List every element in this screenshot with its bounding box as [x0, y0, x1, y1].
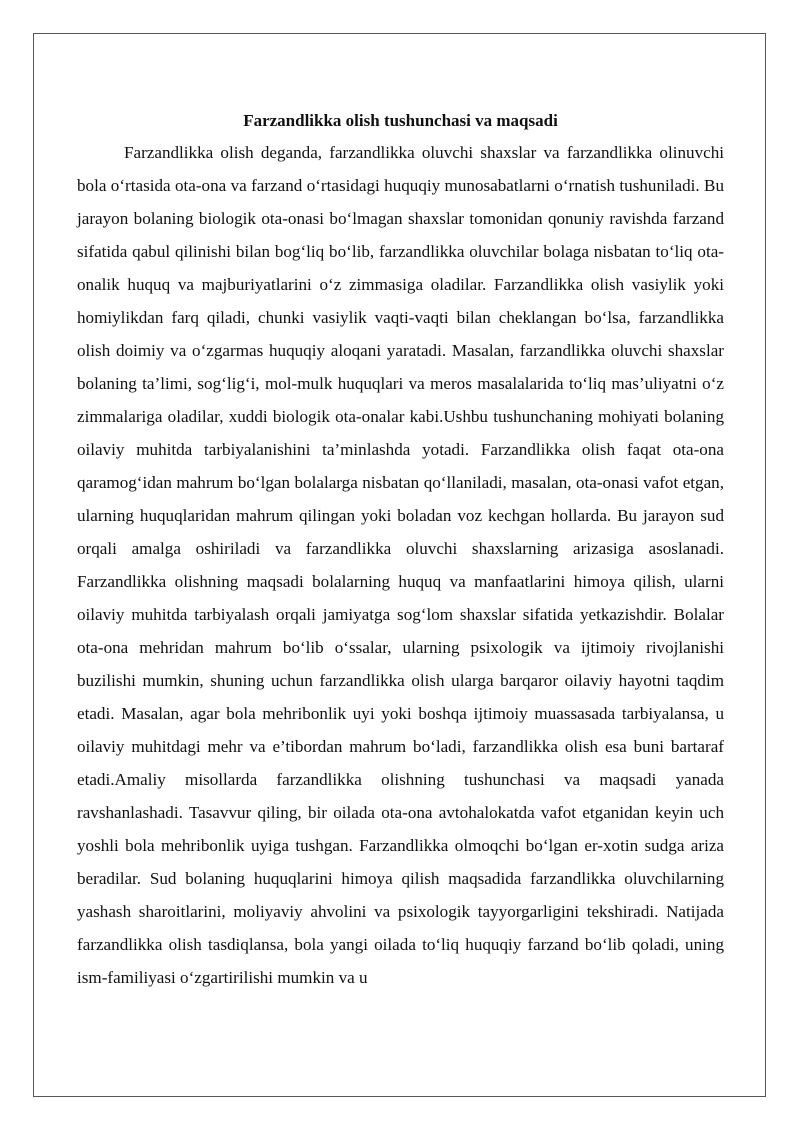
document-title: Farzandlikka olish tushunchasi va maqsadi: [243, 111, 558, 130]
document-body: [77, 106, 724, 994]
body-paragraph: Farzandlikka olish deganda, farzandlikka oluvchi shaxslar va farzandlikka olinuvchi bola o‘rtasida ota-ona va farzand o‘rtasidagi huquqiy munosabatlarni o‘rnatish tushuniladi. Bu jarayon bolaning biologik ota-onasi bo‘lmagan shaxslar tomonidan qonuniy ravishda farzand sifatida qabul qilinishi bilan bog‘liq bo‘lib, farzandlikka oluvchilar bolaga nisbatan to‘liq ota-onalik huquq va majburiyatlarini o‘z zimmasiga oladilar. Farzandlikka olish vasiylik yoki homiylikdan farq qiladi, chunki vasiylik vaqti-vaqti bilan cheklangan bo‘lsa, farzandlikka olish doimiy va o‘zgarmas huquqiy aloqani yaratadi. Masalan, farzandlikka oluvchi shaxslar bolaning ta’limi, sog‘lig‘i, mol-mulk huquqlari va meros masalalarida to‘liq mas’uliyatni o‘z zimmalariga oladilar, xuddi biologik ota-onalar kabi.Ushbu tushunchaning mohiyati bolaning oilaviy muhitda tarbiyalanishini ta’minlashda yotadi. Farzandlikka olish faqat ota-ona qaramog‘idan mahrum bo‘lgan bolalarga nisbatan qo‘llaniladi, masalan, ota-onasi vafot etgan, ularning huquqlaridan mahrum qilingan yoki boladan voz kechgan hollarda. Bu jarayon sud orqali amalga oshiriladi va farzandlikka oluvchi shaxslarning arizasiga asoslanadi. Farzandlikka olishning maqsadi bolalarning huquq va manfaatlarini himoya qilish, ularni oilaviy muhitda tarbiyalash orqali jamiyatga sog‘lom shaxslar sifatida yetkazishdir. Bolalar ota-ona mehridan mahrum bo‘lib o‘ssalar, ularning psixologik va ijtimoiy rivojlanishi buzilishi mumkin, shuning uchun farzandlikka olish ularga barqaror oilaviy hayotni taqdim etadi. Masalan, agar bola mehribonlik uyi yoki boshqa ijtimoiy muassasada tarbiyalansa, u oilaviy muhitdagi mehr va e’tibordan mahrum bo‘ladi, farzandlikka olish esa buni bartaraf etadi.Amaliy misollarda farzandlikka olishning tushunchasi va maqsadi yanada ravshanlashadi. Tasavvur qiling, bir oilada ota-ona avtohalokatda vafot etganidan keyin uch yoshli bola mehribonlik uyiga tushgan. Farzandlikka olmoqchi bo‘lgan er-xotin sudga ariza beradilar. Sud bolaning huquqlarini himoya qilish maqsadida farzandlikka oluvchilarning yashash sharoitlarini, moliyaviy ahvolini va psixologik tayyorgarligini tekshiradi. Natijada farzandlikka olish tasdiqlansa, bola yangi oilada to‘liq huquqiy farzand bo‘lib qoladi, uning ism-familiyasi o‘zgartirilishi mumkin va u: [77, 143, 724, 987]
